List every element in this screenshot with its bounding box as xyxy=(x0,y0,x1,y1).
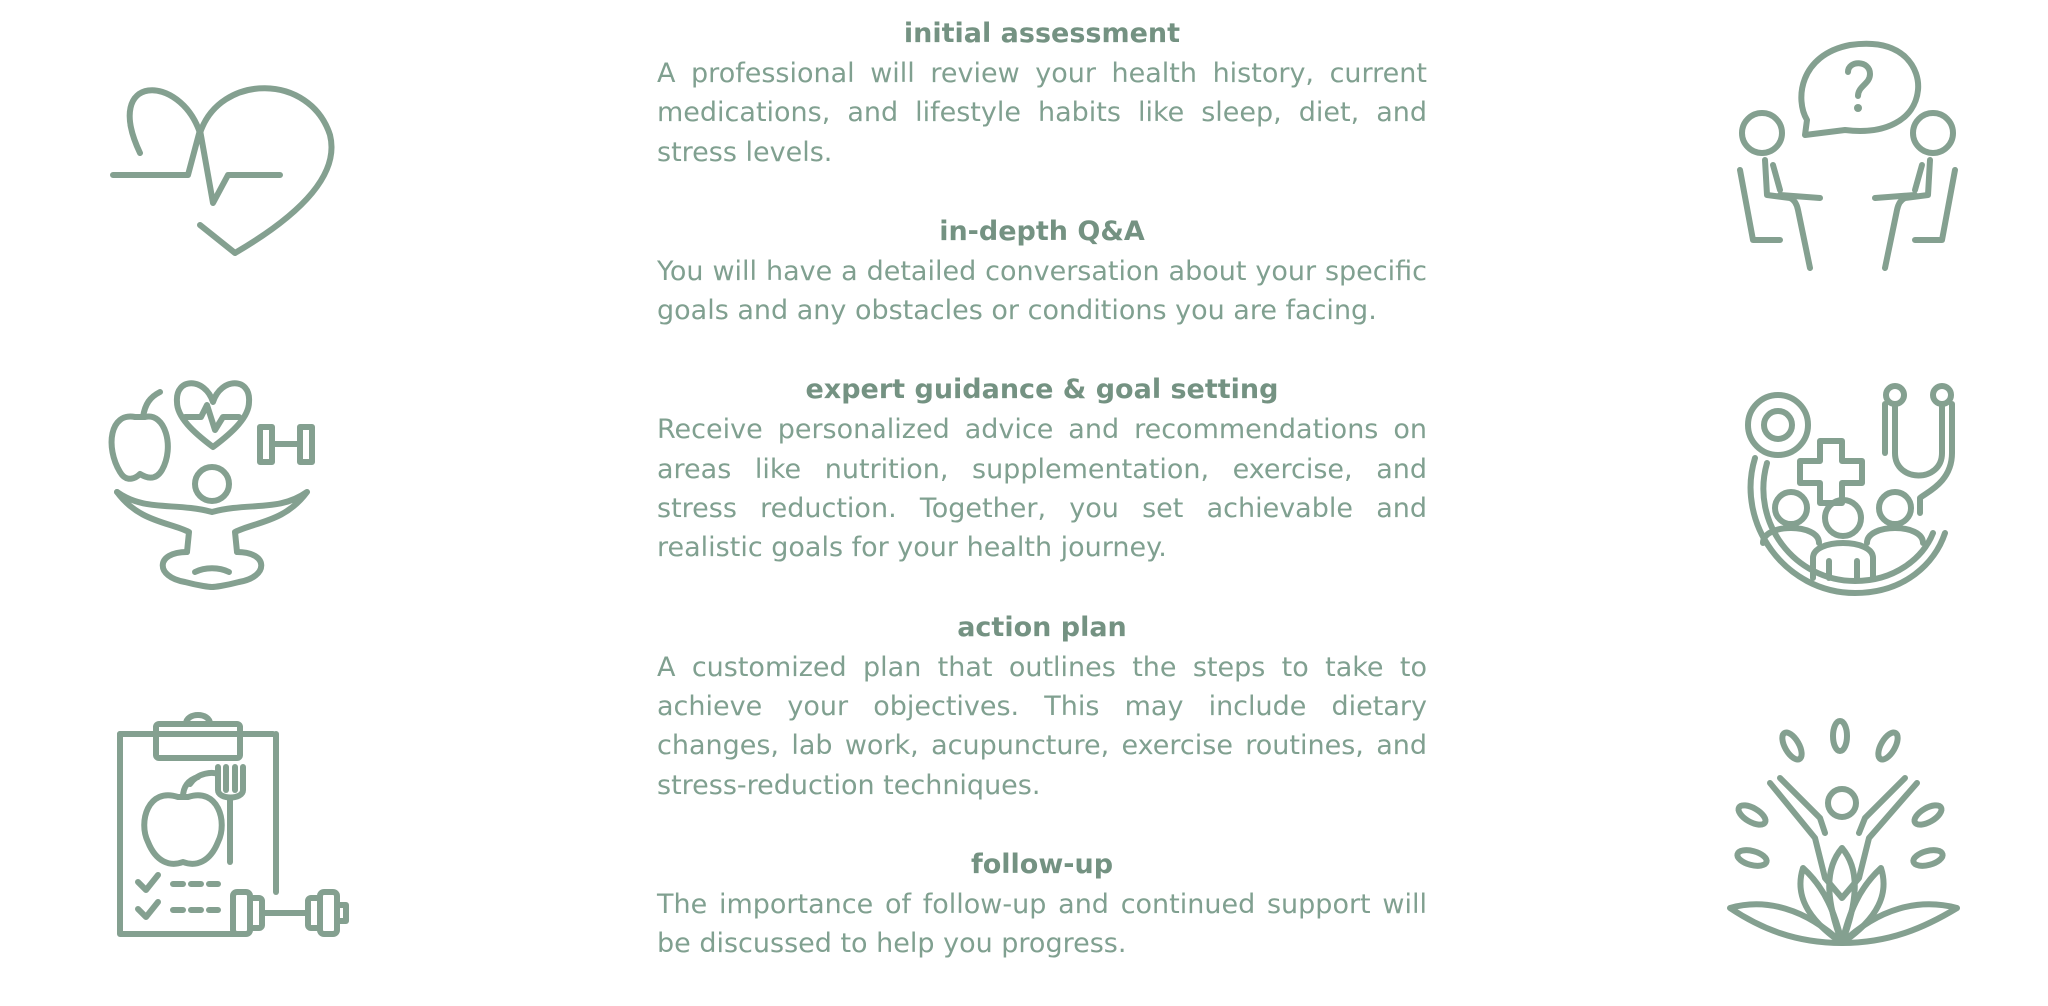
section-expert-guidance xyxy=(657,370,1427,567)
content-column xyxy=(657,14,1427,1003)
section-action-plan xyxy=(657,608,1427,805)
section-body: The importance of follow-up and continued support will be discussed to help you progress. xyxy=(657,888,1427,960)
lotus-wellbeing-icon xyxy=(1725,718,1965,950)
heartbeat-icon xyxy=(110,75,340,260)
section-body: A customized plan that outlines the steps to take to achieve your objectives. This may include dietary changes, lab work, acupuncture, exercise routines, and stress-reduction techniques. xyxy=(657,651,1427,801)
section-body: You will have a detailed conversation about your specific goals and any obstacles or conditions you are facing. xyxy=(657,255,1427,327)
section-title: initial assessment xyxy=(903,18,1181,49)
section-title: expert guidance & goal setting xyxy=(805,374,1279,406)
section-title: action plan xyxy=(957,611,1127,643)
family-healthcare-icon xyxy=(1745,383,1967,595)
section-title: follow-up xyxy=(970,848,1114,880)
section-title: in-depth Q&A xyxy=(939,215,1145,247)
section-follow-up xyxy=(657,845,1427,964)
section-body: A professional will review your health history, current medications, and lifestyle habits like sleep, diet, and stress levels. xyxy=(657,58,1427,168)
wellness-balance-icon xyxy=(105,372,320,594)
consultation-question-icon xyxy=(1735,40,1960,270)
section-initial-assessment xyxy=(657,14,1427,172)
nutrition-plan-clipboard-icon xyxy=(118,712,350,937)
section-in-depth-qa xyxy=(657,212,1427,331)
section-body: Receive personalized advice and recommendations on areas like nutrition, supplementation, exercise, and stress reduction. Together, you set achievable and realistic goals for your health journey. xyxy=(657,414,1427,564)
